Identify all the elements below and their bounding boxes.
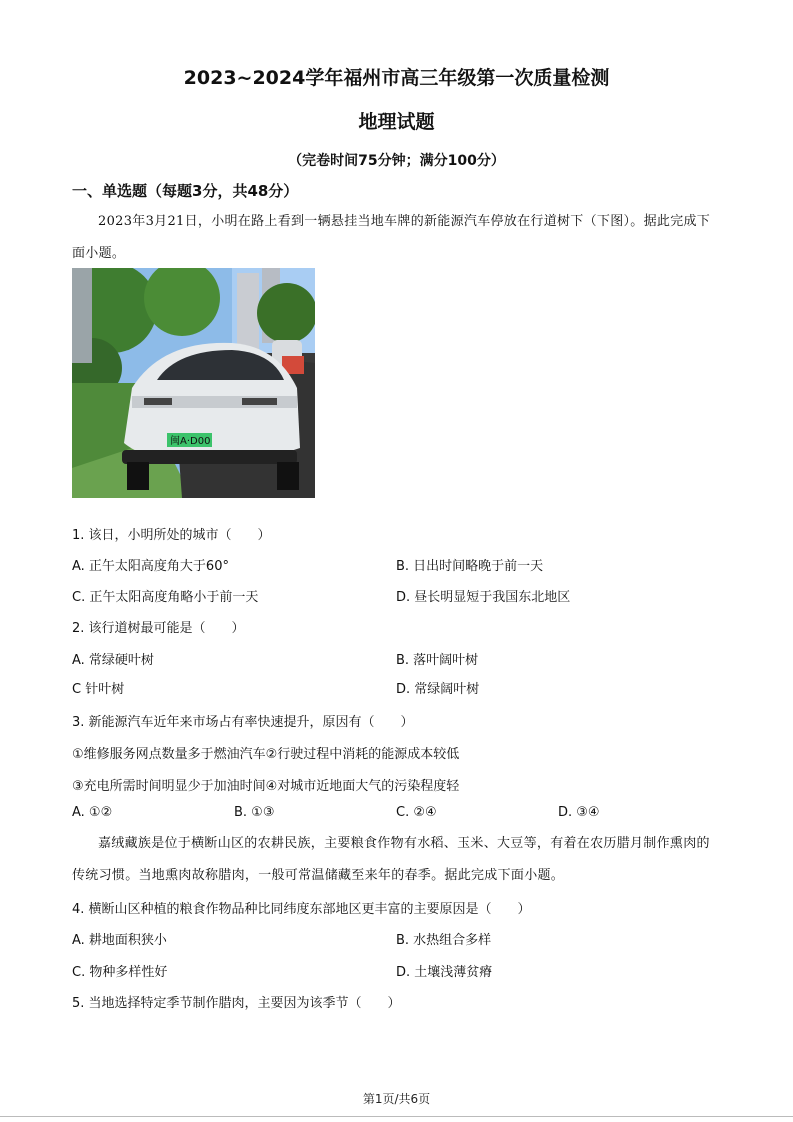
q1-option-c[interactable]: C. 正午太阳高度角略小于前一天	[72, 590, 259, 605]
q2-option-d[interactable]: D. 常绿阔叶树	[396, 682, 480, 697]
q4-option-c[interactable]: C. 物种多样性好	[72, 965, 168, 980]
q1-option-a[interactable]: A. 正午太阳高度角大于60°	[72, 559, 229, 574]
question-3: 3. 新能源汽车近年来市场占有率快速提升，原因有（ ）	[72, 715, 414, 730]
exam-title: 2023~2024学年福州市高三年级第一次质量检测	[183, 67, 610, 89]
q4-option-a[interactable]: A. 耕地面积狭小	[72, 933, 167, 948]
q3-option-b[interactable]: B. ①③	[234, 805, 275, 820]
car-photo	[72, 268, 315, 498]
plate-text: 闽A·D00	[170, 436, 211, 447]
section-heading: 一、单选题（每题3分，共48分）	[72, 182, 299, 200]
question-1: 1. 该日，小明所处的城市（ ）	[72, 528, 271, 543]
q3-option-a[interactable]: A. ①②	[72, 805, 113, 820]
q2-option-c[interactable]: C 针叶树	[72, 682, 125, 697]
q4-option-b[interactable]: B. 水热组合多样	[396, 933, 492, 948]
q3-statement-2: ③充电所需时间明显少于加油时间④对城市近地面大气的污染程度轻	[72, 779, 460, 794]
q1-option-d[interactable]: D. 昼长明显短于我国东北地区	[396, 590, 571, 605]
question-4: 4. 横断山区种植的粮食作物品种比同纬度东部地区更丰富的主要原因是（ ）	[72, 902, 531, 917]
page-number: 第1页/共6页	[362, 1092, 431, 1106]
q3-option-c[interactable]: C. ②④	[396, 805, 437, 820]
q2-option-a[interactable]: A. 常绿硬叶树	[72, 653, 154, 668]
q4-option-d[interactable]: D. 土壤浅薄贫瘠	[396, 965, 493, 980]
question-5: 5. 当地选择特定季节制作腊肉，主要因为该季节（ ）	[72, 996, 401, 1011]
q3-statement-1: ①维修服务网点数量多于燃油汽车②行驶过程中消耗的能源成本较低	[72, 747, 460, 762]
q2-option-b[interactable]: B. 落叶阔叶树	[396, 653, 479, 668]
question-2: 2. 该行道树最可能是（ ）	[72, 621, 245, 636]
passage-1: 2023年3月21日，小明在路上看到一辆悬挂当地车牌的新能源汽车停放在行道树下（下图）。据此完成下面小题。	[72, 214, 711, 261]
subject-title: 地理试题	[358, 111, 435, 133]
exam-info: （完卷时间75分钟；满分100分）	[288, 153, 505, 169]
q3-option-d[interactable]: D. ③④	[558, 805, 600, 820]
q1-option-b[interactable]: B. 日出时间略晚于前一天	[396, 559, 544, 574]
passage-2: 嘉绒藏族是位于横断山区的农耕民族，主要粮食作物有水稻、玉米、大豆等，有着在农历腊月制作熏肉的传统习惯。当地熏肉故称腊肉，一般可常温储藏至来年的春季。据此完成下面小题。	[72, 836, 710, 883]
footer-divider	[0, 1116, 793, 1117]
